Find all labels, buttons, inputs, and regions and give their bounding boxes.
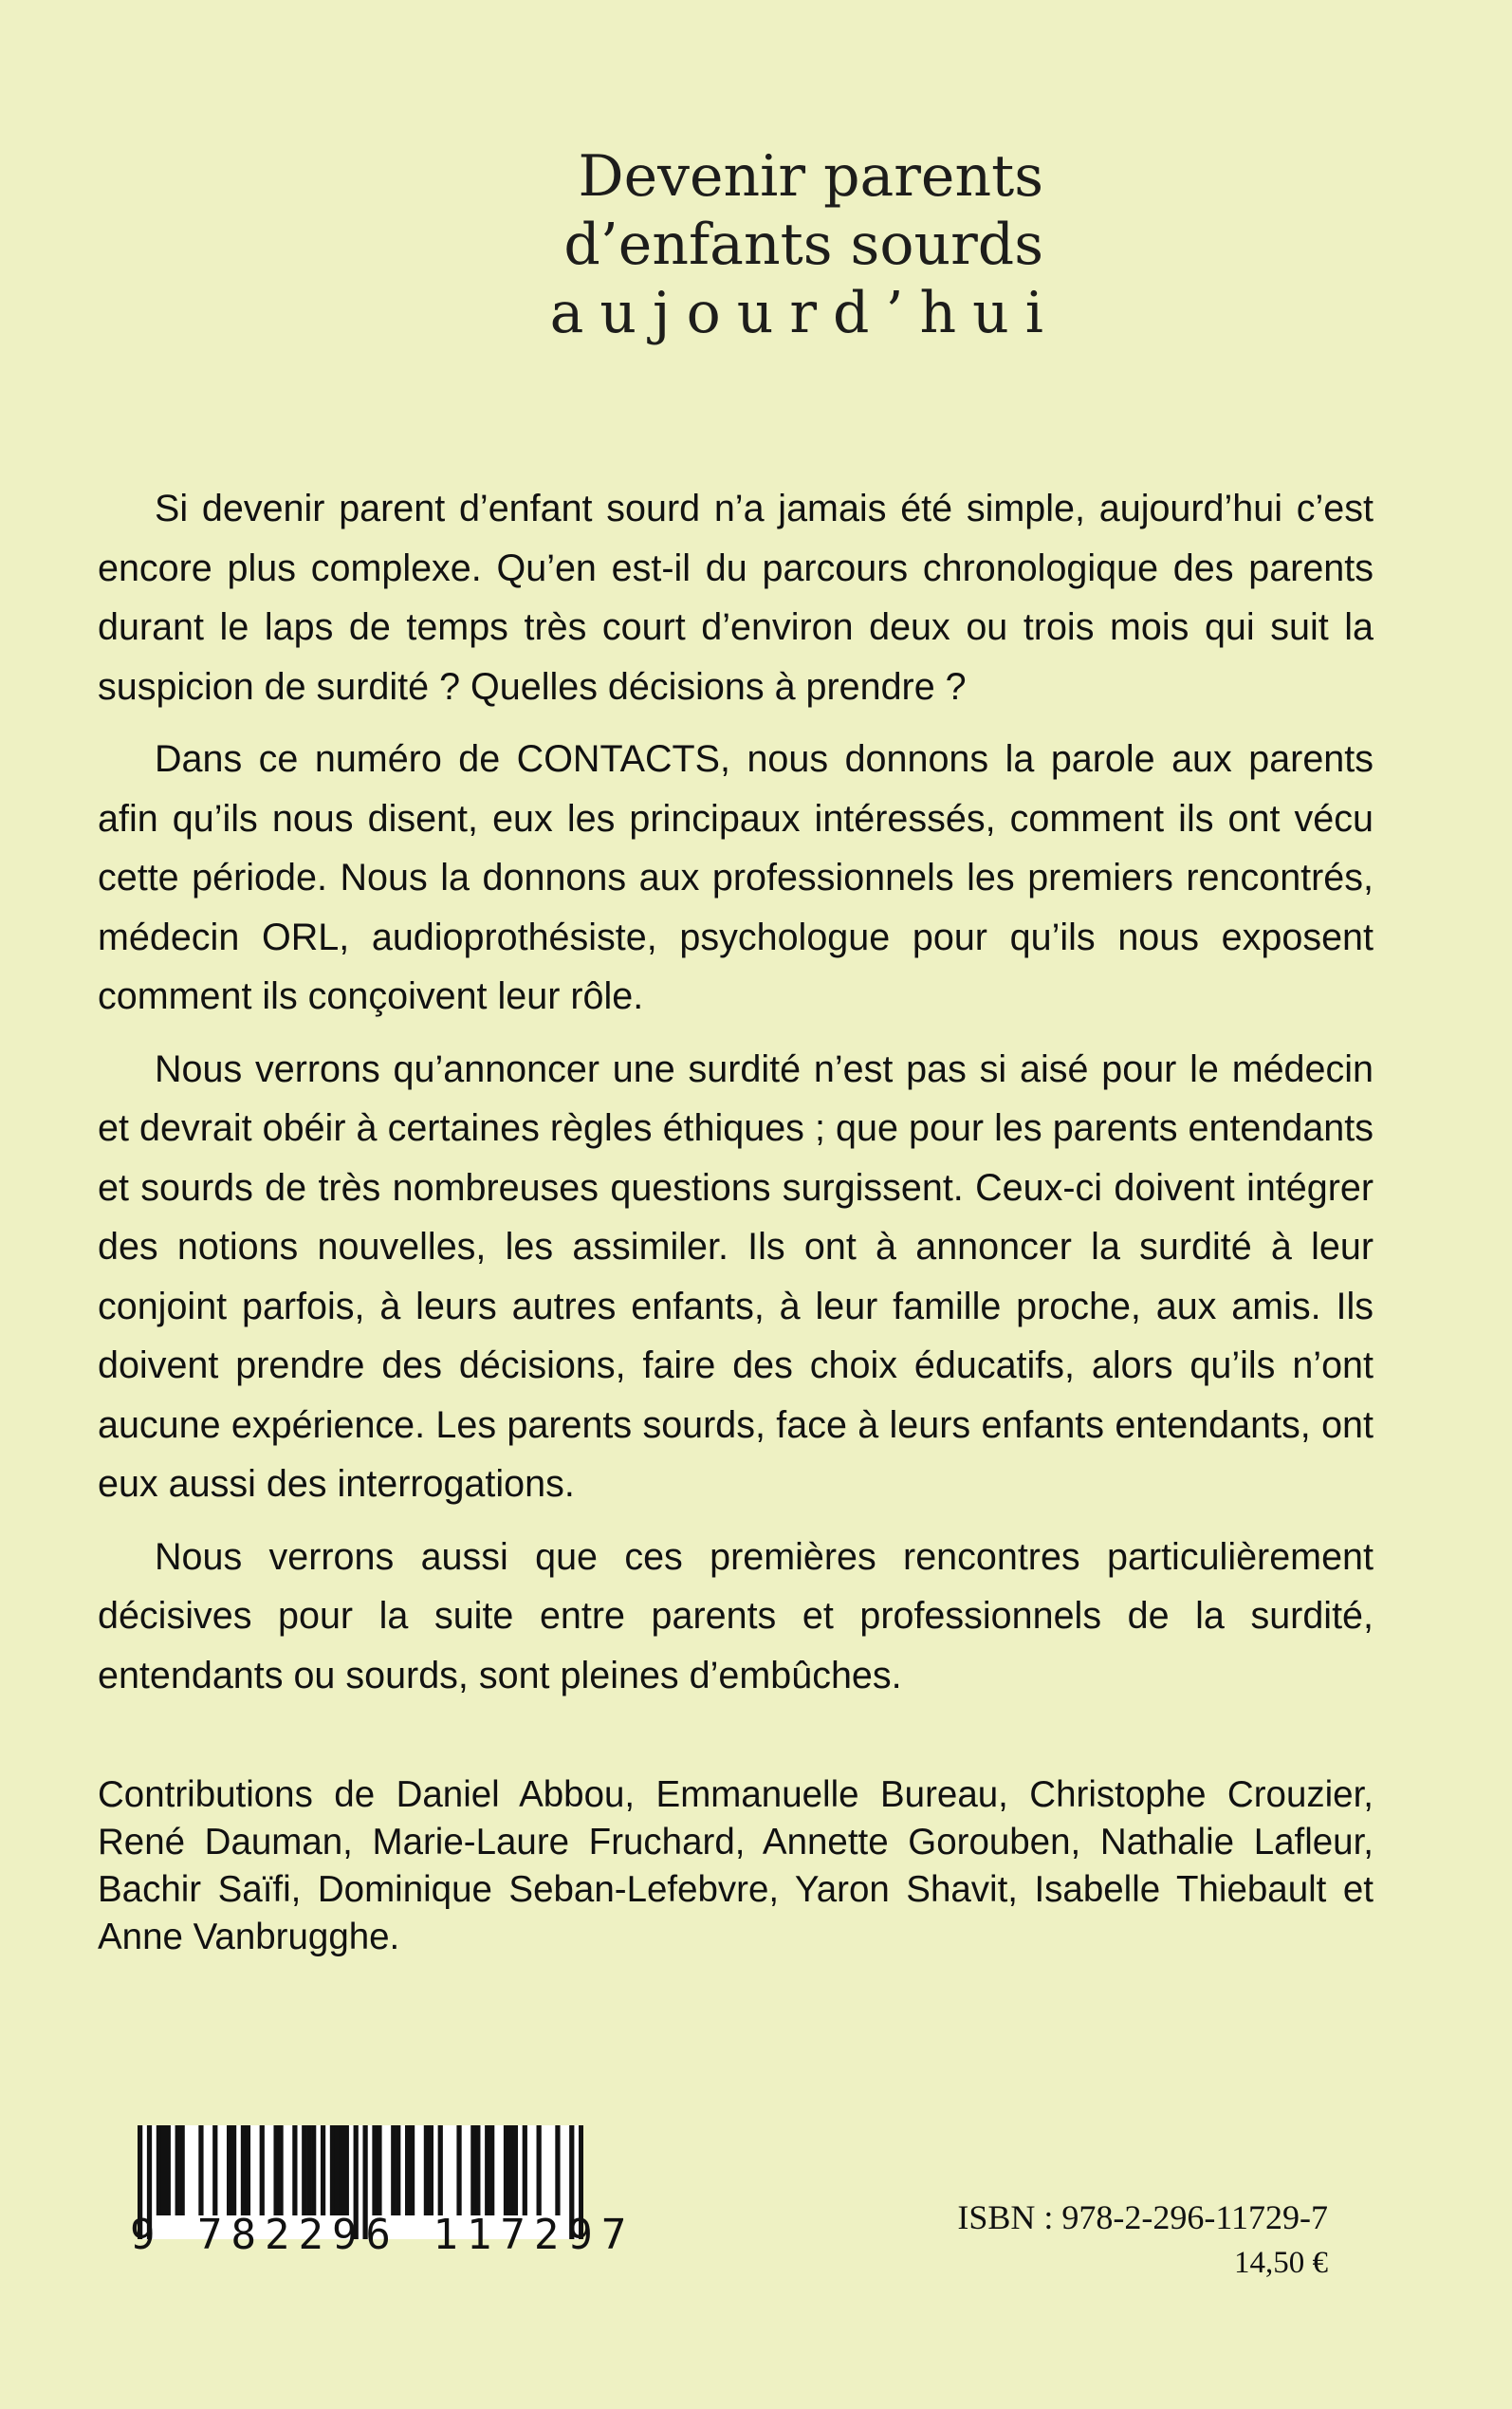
- book-title: [417, 142, 1060, 347]
- barcode-bar: [157, 2125, 161, 2215]
- barcode-bar: [161, 2125, 166, 2215]
- summary-paragraph-3: Nous verrons qu’annoncer une surdité n’est pas si aisé pour le médecin et devrait obéir à certaines règles éthiques ; que pour les parents entendants et sourds de très nombreuses questions surgissent. Ceux-ci doivent intégrer des notions nouvelles, les assimiler. Ils ont à annoncer la surdité à leur conjoint parfois, à leurs autres enfants, à leur famille proche, aux amis. Ils doivent prendre des décisions, faire des choix éducatifs, alors qu’ils n’ont aucune expérience. Les parents sourds, face à leurs enfants entendants, ont eux aussi des interrogations.: [98, 1047, 1374, 1505]
- barcode-bar: [377, 2125, 381, 2215]
- barcode-bar: [344, 2125, 349, 2215]
- contributors-list: Contributions de Daniel Abbou, Emmanuelle Bureau, Christophe Crouzier, René Dauman, Marie-Laure Fruchard, Annette Gorouben, Nathalie Lafleur, Bachir Saïfi, Dominique Seban-Lefebvre, Yaron Shavit, Isabelle Thiebault et Anne Vanbrugghe.: [98, 1774, 1374, 1957]
- barcode-bar: [438, 2125, 443, 2215]
- barcode-bar: [330, 2125, 335, 2215]
- barcode-bar: [241, 2125, 246, 2215]
- barcode-bar: [470, 2125, 475, 2215]
- barcode-bar: [391, 2125, 396, 2215]
- barcode-bar: [198, 2125, 203, 2215]
- title-line-1: Devenir parents: [578, 143, 1043, 210]
- barcode-bar: [231, 2125, 236, 2215]
- barcode-bar: [212, 2125, 217, 2215]
- barcode-bar: [292, 2125, 297, 2215]
- summary-paragraph-4: Nous verrons aussi que ces premières rencontres particulièrement décisives pour la suite entre parents et professionnels de la surdité, entendants ou sourds, sont pleines d’embûches.: [98, 1535, 1374, 1696]
- barcode-bar: [405, 2125, 410, 2215]
- barcode-bar: [475, 2125, 480, 2215]
- barcode-bar: [340, 2125, 344, 2215]
- barcode-bar: [306, 2125, 311, 2215]
- price: 14,50 €: [1234, 2246, 1328, 2280]
- barcode-bar: [504, 2125, 508, 2215]
- barcode-bar: [302, 2125, 306, 2215]
- barcode-bar: [166, 2125, 171, 2215]
- barcode-bar: [175, 2125, 180, 2215]
- barcode-bar: [555, 2125, 560, 2215]
- back-cover-summary: [98, 479, 1374, 1718]
- barcode-bar: [335, 2125, 340, 2215]
- barcode-bar: [489, 2125, 494, 2215]
- barcode-bar: [321, 2125, 325, 2215]
- barcode-bar: [485, 2125, 489, 2215]
- isbn: ISBN : 978-2-296-11729-7: [957, 2198, 1328, 2236]
- barcode-bar: [311, 2125, 316, 2215]
- title-line-2: d’enfants sourds: [563, 212, 1043, 278]
- summary-paragraph-1: Si devenir parent d’enfant sourd n’a jamais été simple, aujourd’hui c’est encore plus complexe. Qu’en est-il du parcours chronologique des parents durant le laps de temps très court d’environ deux ou trois mois qui suit la suspicion de surdité ? Quelles décisions à prendre ?: [98, 488, 1374, 708]
- barcode-bar: [246, 2125, 250, 2215]
- barcode-bar: [537, 2125, 542, 2215]
- barcode-bar: [508, 2125, 513, 2215]
- barcode-bar: [429, 2125, 433, 2215]
- barcode-bar: [227, 2125, 231, 2215]
- barcode-bar: [424, 2125, 429, 2215]
- title-line-3: aujourd’hui: [549, 280, 1060, 346]
- barcode-bar: [456, 2125, 461, 2215]
- barcode-bar: [273, 2125, 278, 2215]
- barcode-bar: [260, 2125, 265, 2215]
- barcode-bar: [278, 2125, 283, 2215]
- barcode-bar: [396, 2125, 400, 2215]
- barcode-bar: [372, 2125, 377, 2215]
- barcode-bar: [180, 2125, 185, 2215]
- barcode-bar: [513, 2125, 518, 2215]
- barcode-bar: [523, 2125, 527, 2215]
- barcode-digits: 9 782296 117297: [130, 2211, 636, 2259]
- barcode-bar: [410, 2125, 415, 2215]
- summary-paragraph-2: Dans ce numéro de CONTACTS, nous donnons la parole aux parents afin qu’ils nous disent, eux les principaux intéressés, comment ils ont vécu cette période. Nous la donnons aux professionnels les premiers rencontrés, médecin ORL, audioprothésiste, psychologue pour qu’ils nous exposent comment ils conçoivent leur rôle.: [98, 738, 1374, 1017]
